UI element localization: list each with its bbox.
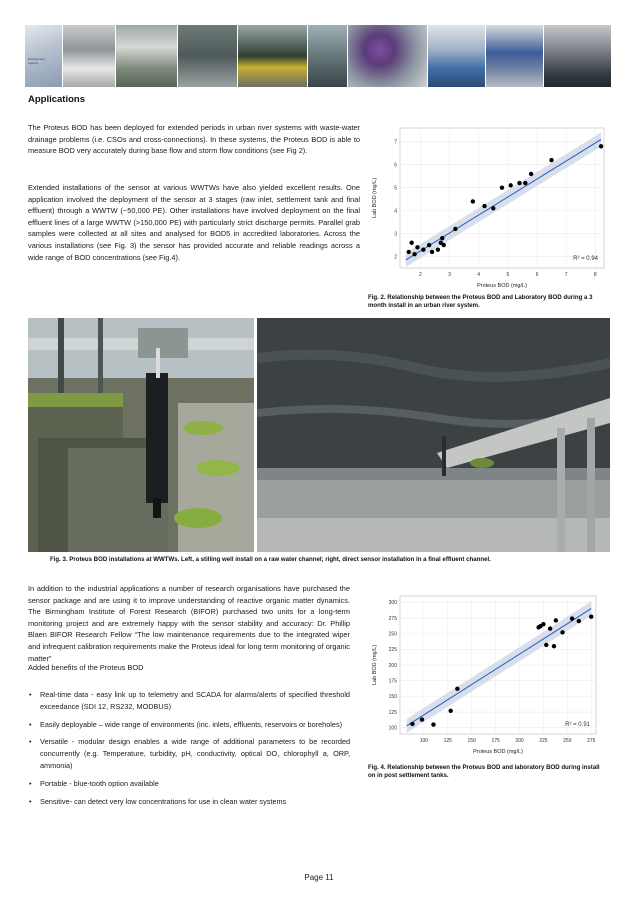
data-point xyxy=(552,644,556,648)
paragraph-urban-river: The Proteus BOD has been deployed for extended periods in urban river systems with waste-water drainage problems (i.e. CSOs and cross-connections). In these systems, the Proteus BOD is able to measure BOD very accurately during base flow and storm flow conditions (see Fig 2). xyxy=(28,123,360,156)
banner-photo-outfall xyxy=(428,25,485,87)
data-point xyxy=(523,181,527,185)
data-point xyxy=(427,243,431,247)
x-tick-label: 2 xyxy=(419,272,422,278)
y-axis-label: Lab BOD (mg/L) xyxy=(372,177,378,219)
x-tick-label: 6 xyxy=(535,272,539,278)
data-point xyxy=(599,144,603,148)
data-point xyxy=(570,616,574,620)
header-banner xyxy=(25,25,611,87)
banner-photo-person xyxy=(544,25,611,87)
logo-caption-line2: Agency xyxy=(28,60,39,65)
x-tick-label: 3 xyxy=(448,272,451,278)
fig2-scatter-chart xyxy=(368,120,612,290)
x-tick-label: 100 xyxy=(419,738,429,744)
fig2-caption: Fig. 2. Relationship between the Proteus BOD and Laboratory BOD during a 3 month install in an urban river system. xyxy=(368,294,593,310)
data-point xyxy=(471,199,475,203)
fig4-caption: Fig. 4. Relationship between the Proteus BOD and laboratory BOD during install on in post settlement tanks. xyxy=(368,764,600,780)
section-title: Applications xyxy=(28,94,86,105)
y-tick-label: 200 xyxy=(388,662,397,669)
benefit-item: • Sensitive- can detect very low concentrations for use in clean water systems xyxy=(28,796,350,808)
banner-photo-aeration xyxy=(63,25,114,87)
benefit-item: • Versatile - modular design enables a wide range of additional parameters to be recorded concurrently (e.g. Temperature, turbidity, pH, conductivity, optical DO, chlorophyll a, ORP, ammonia) xyxy=(28,736,350,771)
photo-final-effluent-channel xyxy=(257,318,610,552)
photo-stilling-well xyxy=(28,318,254,552)
data-point xyxy=(420,717,424,721)
y-tick-label: 3 xyxy=(394,231,397,238)
y-tick-label: 2 xyxy=(394,254,397,261)
y-tick-label: 5 xyxy=(394,185,397,192)
data-point xyxy=(500,185,504,189)
data-point xyxy=(440,236,444,240)
data-point xyxy=(436,247,440,251)
effluent-channel-illustration xyxy=(257,318,610,552)
banner-photo-worker xyxy=(238,25,307,87)
benefit-item: • Real-time data - easy link up to telemetry and SCADA for alarms/alerts of specified threshold exceedance (SDI 12, RS232, MODBUS) xyxy=(28,689,350,713)
benefit-item: • Easily deployable – wide range of environments (inc. inlets, effluents, reservoirs or boreholes) xyxy=(28,719,350,731)
data-point xyxy=(589,615,593,619)
x-tick-label: 5 xyxy=(506,272,510,278)
paragraph-benefits-heading: Added benefits of the Proteus BOD xyxy=(28,663,144,672)
fig4-scatter-chart xyxy=(368,588,604,756)
data-point xyxy=(410,722,414,726)
x-tick-label: 150 xyxy=(467,738,476,744)
data-point xyxy=(412,252,416,256)
data-point xyxy=(577,619,581,623)
data-point xyxy=(448,709,452,713)
r-squared-annotation: R² = 0.94 xyxy=(573,256,598,262)
banner-photo-river xyxy=(308,25,347,87)
banner-photo-channel xyxy=(178,25,237,87)
y-tick-label: 4 xyxy=(394,208,397,215)
x-axis-label: Proteus BOD (mg/L) xyxy=(473,749,523,755)
y-tick-label: 125 xyxy=(388,709,397,716)
benefits-list xyxy=(28,689,350,813)
data-point xyxy=(431,722,435,726)
logo-caption-line1: Environment xyxy=(28,57,45,61)
y-tick-label: 100 xyxy=(388,725,397,732)
y-tick-label: 275 xyxy=(388,615,397,622)
banner-photo-sluice xyxy=(486,25,543,87)
data-point xyxy=(541,622,545,626)
data-point xyxy=(548,626,552,630)
y-axis-label: Lab BOD (mg/L) xyxy=(372,644,378,686)
x-axis-label: Proteus BOD (mg/L) xyxy=(477,283,527,289)
stilling-well-illustration xyxy=(28,318,254,552)
x-tick-label: 4 xyxy=(477,272,481,278)
data-point xyxy=(560,630,564,634)
data-point xyxy=(421,247,425,251)
x-tick-label: 200 xyxy=(515,738,524,744)
data-point xyxy=(529,172,533,176)
y-tick-label: 250 xyxy=(388,631,397,638)
data-point xyxy=(517,181,521,185)
x-tick-label: 175 xyxy=(491,738,500,744)
x-tick-label: 8 xyxy=(593,272,597,278)
data-point xyxy=(544,643,548,647)
x-tick-label: 275 xyxy=(587,738,596,744)
data-point xyxy=(482,204,486,208)
page-number: Page 11 xyxy=(304,873,334,882)
x-tick-label: 225 xyxy=(539,738,548,744)
data-point xyxy=(455,687,459,691)
data-point xyxy=(491,206,495,210)
y-tick-label: 150 xyxy=(388,694,397,701)
benefit-item: • Portable - blue-tooth option available xyxy=(28,778,350,790)
data-point xyxy=(430,250,434,254)
y-tick-label: 175 xyxy=(388,678,397,685)
data-point xyxy=(554,618,558,622)
data-point xyxy=(409,241,413,245)
data-point xyxy=(407,250,411,254)
paragraph-research-orgs: In addition to the industrial applications a number of research organisations have purchased the sensor package and are using it to improve understanding of reactive organic matter dynamics. The Birmingham Institute of Forest Research (BIFOR) purchased two units for a long-term monitoring project and are extremely happy with the sensor stability and accuracy: Dr. Phillip Blaen BIFOR Research Fellow “The low maintenance requirements due to the integrated wiper and infrequent calibration requirements make the Proteus ideal for long term monitoring of organic matter” xyxy=(28,584,350,663)
fig3-caption: Fig. 3. Proteus BOD installations at WWTWs. Left, a stilling well install on a raw water channel; right, direct sensor installation in a final effluent channel. xyxy=(50,556,491,563)
data-point xyxy=(442,243,446,247)
r-squared-annotation: R² = 0.91 xyxy=(565,722,590,728)
data-point xyxy=(549,158,553,162)
x-tick-label: 7 xyxy=(564,272,568,278)
y-tick-label: 7 xyxy=(394,139,397,146)
y-tick-label: 6 xyxy=(394,162,397,169)
data-point xyxy=(453,227,457,231)
banner-photo-lab xyxy=(348,25,427,87)
x-tick-label: 125 xyxy=(443,738,452,744)
banner-photo-tanks xyxy=(116,25,177,87)
y-tick-label: 225 xyxy=(388,647,397,654)
x-tick-label: 250 xyxy=(563,738,572,744)
data-point xyxy=(509,183,513,187)
paragraph-wwtw-installs: Extended installations of the sensor at various WWTWs have also yielded excellent results. One application involved the deployment of the sensor at 3 stages (raw inlet, settlement tank and final effluent) through a WWTW (~50,000 PE). Other installations have involved deployment on the final effluent lines of a large WWTW (>150,000 PE) with particularly strict discharge permits. Parallel grab samples were collected at all sites and analysed for BOD5 in accredited laboratories. Across the various installations (see Fig. 3) the sensor has provided accurate and reliable readings across a wide range of BOD concentrations (see Fig.4). xyxy=(28,183,360,262)
banner-photo-map xyxy=(25,25,62,87)
agency-logo-caption xyxy=(28,58,58,65)
data-point xyxy=(415,245,419,249)
y-tick-label: 300 xyxy=(388,600,397,607)
